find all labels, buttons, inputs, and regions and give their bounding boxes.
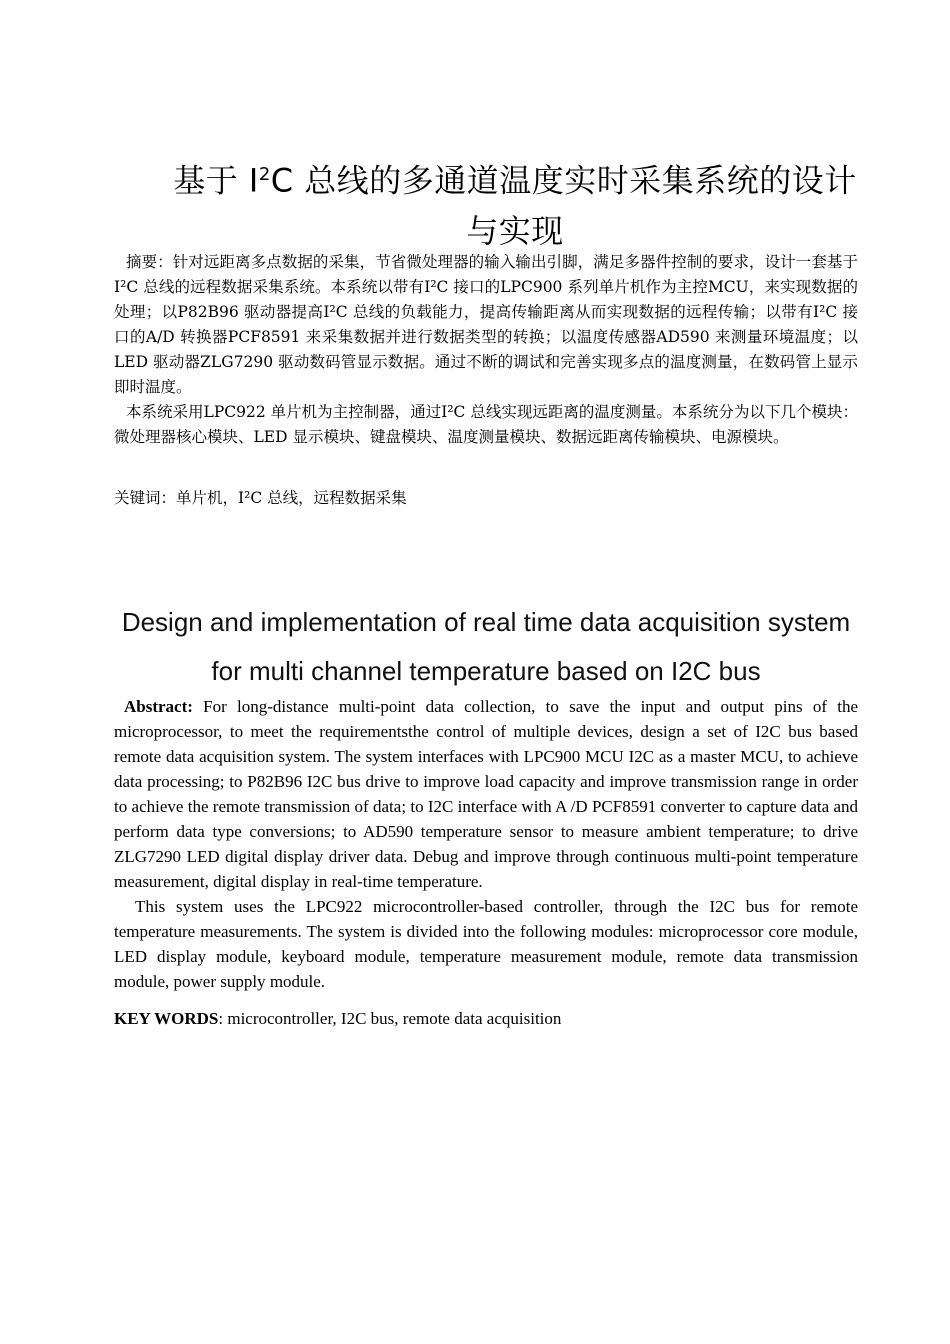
chinese-title-superscript: 2 — [258, 164, 271, 185]
chinese-abstract — [114, 250, 858, 450]
chinese-keywords-label: 关键词： — [114, 489, 177, 507]
english-title-line-1: Design and implementation of real time data acquisition system — [121, 607, 851, 637]
chinese-title-suffix: C 总线的多通道温度实时采集系统的设计与实现 — [270, 161, 857, 250]
english-abstract-paragraph-2: This system uses the LPC922 microcontroller-based controller, through the I2C bus for remote temperature measurements. The system is divided into the following modules: microprocessor core module, LED display module, keyboard module, temperature measurement module, remote data transmission module, power supply module. — [114, 897, 858, 991]
chinese-abstract-paragraph-2: 本系统采用LPC922 单片机为主控制器，通过I²C 总线实现远距离的温度测量。本系统分为以下几个模块：微处理器核心模块、LED 显示模块、键盘模块、温度测量模块、数据远距离传输模块、电源模块。 — [114, 403, 858, 446]
english-abstract-label: Abstract: — [124, 697, 193, 716]
chinese-title-prefix: 基于 I — [173, 161, 259, 200]
english-abstract — [114, 694, 858, 994]
english-title-line-2: for multi channel temperature based on I2C bus — [211, 656, 761, 686]
english-keywords-label: KEY WORDS — [114, 1009, 219, 1028]
english-keywords-value: : microcontroller, I2C bus, remote data acquisition — [218, 1009, 562, 1028]
chinese-keywords-value: 单片机，I²C 总线，远程数据采集 — [176, 489, 407, 507]
english-abstract-paragraph-1 — [114, 694, 858, 894]
english-title — [114, 598, 858, 696]
chinese-abstract-paragraph-1: 摘要：针对远距离多点数据的采集，节省微处理器的输入输出引脚，满足多器件控制的要求，设计一套基于I²C 总线的远程数据采集系统。本系统以带有I²C 接口的LPC900 系列单片机作为主控MCU，来实现数据的处理；以P82B96 驱动器提高I²C 总线的负载能力，提高传输距离从而实现数据的远程传输；以带有I²C 接口的A/D 转换器PCF8591 来采集数据并进行数据类型的转换；以温度传感器AD590 来测量环境温度；以LED 驱动器ZLG7290 驱动数码管显示数据。通过不断的调试和完善实现多点的温度测量，在数码管上显示即时温度。 — [114, 253, 858, 396]
english-abstract-text-1: For long-distance multi-point data collection, to save the input and output pins of the microprocessor, to meet the requirementsthe control of multiple devices, design a set of I2C bus based remote data acquisition system. The system interfaces with LPC900 MCU I2C as a master MCU, to achieve data processing; to P82B96 I2C bus drive to improve load capacity and improve transmission range in order to achieve the remote transmission of data; to I2C interface with A /D PCF8591 converter to capture data and perform data type conversions; to AD590 temperature sensor to measure ambient temperature; to drive ZLG7290 LED digital display driver data. Debug and improve through continuous multi-point temperature measurement, digital display in real-time temperature. — [114, 697, 858, 891]
chinese-title — [160, 150, 870, 256]
english-keywords — [114, 1006, 858, 1031]
chinese-keywords — [114, 486, 858, 511]
